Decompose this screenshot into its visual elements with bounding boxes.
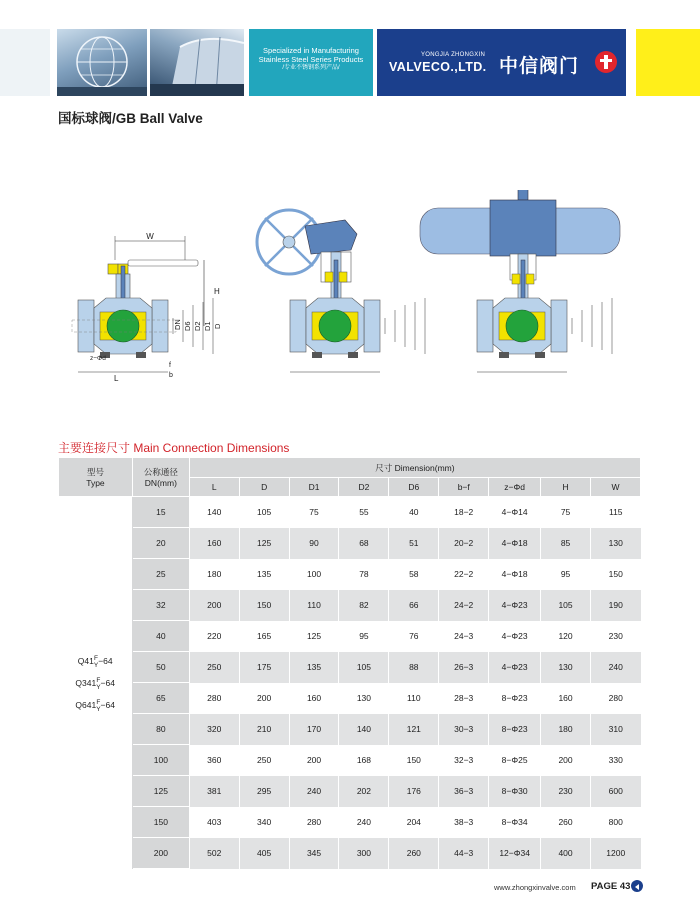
pneumatic-valve-ball xyxy=(506,310,538,342)
dimension-cell: 121 xyxy=(389,714,439,745)
model-material-bottom: Y xyxy=(96,683,101,691)
dimension-cell: 135 xyxy=(239,559,289,590)
dimension-cell: 82 xyxy=(339,590,389,621)
dn-cell: 32 xyxy=(132,590,189,621)
dimension-cell: 8−Φ23 xyxy=(489,714,541,745)
model-prefix: Q41 xyxy=(77,655,94,666)
brand-english: VALVECO.,LTD. xyxy=(389,60,487,74)
type-header-en: Type xyxy=(86,478,105,488)
type-header-cn: 型号 xyxy=(86,467,104,477)
table-row xyxy=(59,714,641,745)
model-suffix: −64 xyxy=(100,699,115,710)
dim-label-d6: D6 xyxy=(183,321,192,331)
dimension-cell: 24−3 xyxy=(439,621,489,652)
dimension-cell: 204 xyxy=(389,807,439,838)
dn-cell: 125 xyxy=(132,776,189,807)
model-material-top: F xyxy=(96,676,101,684)
dn-cell: 50 xyxy=(132,652,189,683)
dimension-cell: 40 xyxy=(389,497,439,528)
table-row xyxy=(59,559,641,590)
table-row xyxy=(59,745,641,776)
dimension-cell: 75 xyxy=(541,497,591,528)
dimension-cell: 320 xyxy=(189,714,239,745)
dimension-cell: 140 xyxy=(339,714,389,745)
table-body xyxy=(59,497,641,869)
model-suffix: −64 xyxy=(100,677,115,688)
dimension-cell: 36−3 xyxy=(439,776,489,807)
dimension-cell: 160 xyxy=(289,683,339,714)
dimension-table xyxy=(58,457,641,869)
dimension-cell: 165 xyxy=(239,621,289,652)
actuator-center-block xyxy=(490,200,556,256)
dimension-cell: 8−Φ23 xyxy=(489,683,541,714)
dn-cell: 40 xyxy=(132,621,189,652)
tagline-panel xyxy=(249,29,373,96)
column-header: b−f xyxy=(439,478,489,497)
dimension-cell: 190 xyxy=(591,590,641,621)
dn-header-en: DN(mm) xyxy=(144,478,177,488)
model-material-bottom: Y xyxy=(96,705,101,713)
dimension-cell: 95 xyxy=(339,621,389,652)
dimension-cell: 90 xyxy=(289,528,339,559)
dimension-cell: 105 xyxy=(339,652,389,683)
dimension-header: 尺寸 Dimension(mm) xyxy=(189,458,640,478)
dimension-cell: 345 xyxy=(289,838,339,869)
dimension-cell: 95 xyxy=(541,559,591,590)
gear-valve-ball xyxy=(319,310,351,342)
dimension-cell: 150 xyxy=(389,745,439,776)
model-code xyxy=(75,672,115,694)
dimension-cell: 105 xyxy=(541,590,591,621)
pneumatic-valve-diagram xyxy=(414,190,634,390)
dn-cell: 150 xyxy=(132,807,189,838)
dim-label-d2: D2 xyxy=(193,321,202,331)
dimension-cell: 170 xyxy=(289,714,339,745)
valve-ball xyxy=(107,310,139,342)
dimension-cell: 240 xyxy=(591,652,641,683)
dimension-cell: 250 xyxy=(189,652,239,683)
dimension-cell: 200 xyxy=(239,683,289,714)
dimension-cell: 75 xyxy=(289,497,339,528)
column-header: H xyxy=(541,478,591,497)
brand-panel xyxy=(377,29,626,96)
dn-cell: 80 xyxy=(132,714,189,745)
dim-label-f: f xyxy=(169,362,171,369)
height-dimension xyxy=(204,260,220,326)
dimension-cell: 280 xyxy=(591,683,641,714)
dimension-cell: 180 xyxy=(541,714,591,745)
dimension-cell: 310 xyxy=(591,714,641,745)
dimension-cell: 220 xyxy=(189,621,239,652)
dimension-cell: 150 xyxy=(239,590,289,621)
dim-label-dn: DN xyxy=(173,319,182,330)
type-header xyxy=(59,458,133,497)
footer-url: www.zhongxinvalve.com xyxy=(494,883,576,892)
dimension-cell: 600 xyxy=(591,776,641,807)
dimension-cell: 140 xyxy=(189,497,239,528)
dimension-cell: 4−Φ18 xyxy=(489,528,541,559)
section-title: 主要连接尺寸 Main Connection Dimensions xyxy=(58,441,290,455)
header-margin-strip xyxy=(0,29,50,96)
model-suffix: −64 xyxy=(98,655,113,666)
tank-building-photo xyxy=(150,29,244,96)
dim-label-d1: D1 xyxy=(203,321,212,331)
dim-label-zd: z−Φd xyxy=(90,355,106,362)
dimension-cell: 240 xyxy=(289,776,339,807)
dimension-cell: 78 xyxy=(339,559,389,590)
dimension-cell: 210 xyxy=(239,714,289,745)
dimension-cell: 240 xyxy=(339,807,389,838)
dimension-cell: 4−Φ23 xyxy=(489,590,541,621)
dimension-cell: 20−2 xyxy=(439,528,489,559)
column-header: D1 xyxy=(289,478,339,497)
dimension-cell: 260 xyxy=(389,838,439,869)
dimension-cell: 280 xyxy=(189,683,239,714)
dimension-cell: 66 xyxy=(389,590,439,621)
dimension-cell: 26−3 xyxy=(439,652,489,683)
dimension-cell: 160 xyxy=(541,683,591,714)
dn-cell: 15 xyxy=(132,497,189,528)
table-row xyxy=(59,652,641,683)
right-flange xyxy=(152,300,168,352)
dimension-cell: 280 xyxy=(289,807,339,838)
column-header: D6 xyxy=(389,478,439,497)
dimension-cell: 502 xyxy=(189,838,239,869)
table-row xyxy=(59,621,641,652)
dimension-cell: 381 xyxy=(189,776,239,807)
model-material-bottom: Y xyxy=(93,661,99,669)
dimension-cell: 85 xyxy=(541,528,591,559)
dimension-cell: 4−Φ23 xyxy=(489,652,541,683)
dimension-cell: 230 xyxy=(541,776,591,807)
gear-valve-diagram xyxy=(245,190,435,390)
dimension-cell: 110 xyxy=(289,590,339,621)
dimension-cell: 260 xyxy=(541,807,591,838)
model-prefix: Q641 xyxy=(75,699,97,710)
dimension-cell: 51 xyxy=(389,528,439,559)
dn-header-cn: 公称通径 xyxy=(143,467,178,477)
header-accent-block xyxy=(636,29,700,96)
dimension-cell: 8−Φ30 xyxy=(489,776,541,807)
model-type-cell xyxy=(59,497,133,869)
column-header: D2 xyxy=(339,478,389,497)
dimension-cell: 105 xyxy=(239,497,289,528)
dimension-cell: 8−Φ34 xyxy=(489,807,541,838)
dimension-cell: 250 xyxy=(239,745,289,776)
table-row xyxy=(59,590,641,621)
table-row xyxy=(59,528,641,559)
header-banner xyxy=(0,29,700,96)
dimension-cell: 405 xyxy=(239,838,289,869)
column-header: D xyxy=(239,478,289,497)
model-code xyxy=(78,650,113,672)
dn-cell: 25 xyxy=(132,559,189,590)
lever-handle xyxy=(128,260,198,266)
model-code xyxy=(75,694,115,716)
tagline-cn: /专业不锈钢系列产品/ xyxy=(282,65,340,71)
actuator-shaft xyxy=(518,190,528,200)
dimension-cell: 88 xyxy=(389,652,439,683)
dimension-cell: 330 xyxy=(591,745,641,776)
dimension-cell: 200 xyxy=(189,590,239,621)
table-header-row xyxy=(59,458,641,478)
dimension-cell: 4−Φ14 xyxy=(489,497,541,528)
dimension-cell: 360 xyxy=(189,745,239,776)
dimension-cell: 55 xyxy=(339,497,389,528)
dimension-cell: 150 xyxy=(591,559,641,590)
length-dimension xyxy=(78,372,168,383)
model-material-top: F xyxy=(96,698,101,706)
dimension-cell: 403 xyxy=(189,807,239,838)
dimension-cell: 176 xyxy=(389,776,439,807)
gland-nut xyxy=(108,264,118,274)
dn-cell: 200 xyxy=(132,838,189,869)
dimension-cell: 115 xyxy=(591,497,641,528)
dimension-cell: 295 xyxy=(239,776,289,807)
dimension-cell: 175 xyxy=(239,652,289,683)
dimension-cell: 230 xyxy=(591,621,641,652)
dimension-cell: 38−3 xyxy=(439,807,489,838)
dimension-cell: 110 xyxy=(389,683,439,714)
brand-chinese: 中信阀门 xyxy=(499,56,580,77)
table-row xyxy=(59,683,641,714)
dimension-cell: 130 xyxy=(339,683,389,714)
dimension-cell: 340 xyxy=(239,807,289,838)
dimension-cell: 180 xyxy=(189,559,239,590)
table-row xyxy=(59,807,641,838)
dimension-cell: 22−2 xyxy=(439,559,489,590)
column-header: z−Φd xyxy=(489,478,541,497)
tagline-line1: Specialized in Manufacturing xyxy=(263,46,359,55)
dimension-cell: 160 xyxy=(189,528,239,559)
dimension-cell: 4−Φ23 xyxy=(489,621,541,652)
column-header: W xyxy=(591,478,641,497)
dimension-cell: 168 xyxy=(339,745,389,776)
dim-label-d: D xyxy=(213,323,222,329)
dim-label-w: W xyxy=(146,232,154,241)
dimension-cell: 130 xyxy=(591,528,641,559)
dimension-cell: 24−2 xyxy=(439,590,489,621)
dn-header xyxy=(132,458,189,497)
tagline-line2: Stainless Steel Series Products xyxy=(258,55,364,64)
brand-logo-icon xyxy=(595,51,617,73)
dimension-cell: 120 xyxy=(541,621,591,652)
dimension-cell: 8−Φ25 xyxy=(489,745,541,776)
dimension-cell: 400 xyxy=(541,838,591,869)
dn-cell: 65 xyxy=(132,683,189,714)
dimension-cell: 4−Φ18 xyxy=(489,559,541,590)
dimension-cell: 200 xyxy=(289,745,339,776)
dimension-cell: 130 xyxy=(541,652,591,683)
dimension-cell: 32−3 xyxy=(439,745,489,776)
dimension-cell: 125 xyxy=(289,621,339,652)
dn-cell: 100 xyxy=(132,745,189,776)
table-row xyxy=(59,497,641,528)
model-material-top: F xyxy=(94,654,98,662)
dn-cell: 20 xyxy=(132,528,189,559)
globe-sculpture-photo xyxy=(57,29,147,96)
left-flange xyxy=(78,300,94,352)
lever-valve-diagram xyxy=(70,190,230,390)
model-prefix: Q341 xyxy=(75,677,97,688)
dim-label-l: L xyxy=(114,374,119,383)
table-row xyxy=(59,776,641,807)
table-row xyxy=(59,838,641,869)
page-title: 国标球阀/GB Ball Valve xyxy=(58,111,203,126)
dimension-cell: 12−Φ34 xyxy=(489,838,541,869)
dimension-cell: 1200 xyxy=(591,838,641,869)
page-number: PAGE 43 xyxy=(591,881,631,892)
diameter-dimensions xyxy=(173,298,222,354)
gear-box xyxy=(305,220,357,254)
dim-label-b: b xyxy=(169,372,173,379)
dimension-cell: 44−3 xyxy=(439,838,489,869)
dimension-cell: 28−3 xyxy=(439,683,489,714)
dimension-cell: 300 xyxy=(339,838,389,869)
dimension-cell: 200 xyxy=(541,745,591,776)
width-dimension xyxy=(115,232,185,260)
dimension-cell: 800 xyxy=(591,807,641,838)
dimension-cell: 68 xyxy=(339,528,389,559)
dimension-cell: 58 xyxy=(389,559,439,590)
dimension-cell: 30−3 xyxy=(439,714,489,745)
dimension-cell: 125 xyxy=(239,528,289,559)
dimension-cell: 18−2 xyxy=(439,497,489,528)
dimension-cell: 76 xyxy=(389,621,439,652)
dimension-cell: 135 xyxy=(289,652,339,683)
back-arrow-icon xyxy=(631,880,643,892)
dim-label-h: H xyxy=(214,287,220,296)
column-header: L xyxy=(189,478,239,497)
dimension-cell: 100 xyxy=(289,559,339,590)
dimension-cell: 202 xyxy=(339,776,389,807)
brand-pinyin: YONGJIA ZHONGXIN xyxy=(421,52,486,58)
